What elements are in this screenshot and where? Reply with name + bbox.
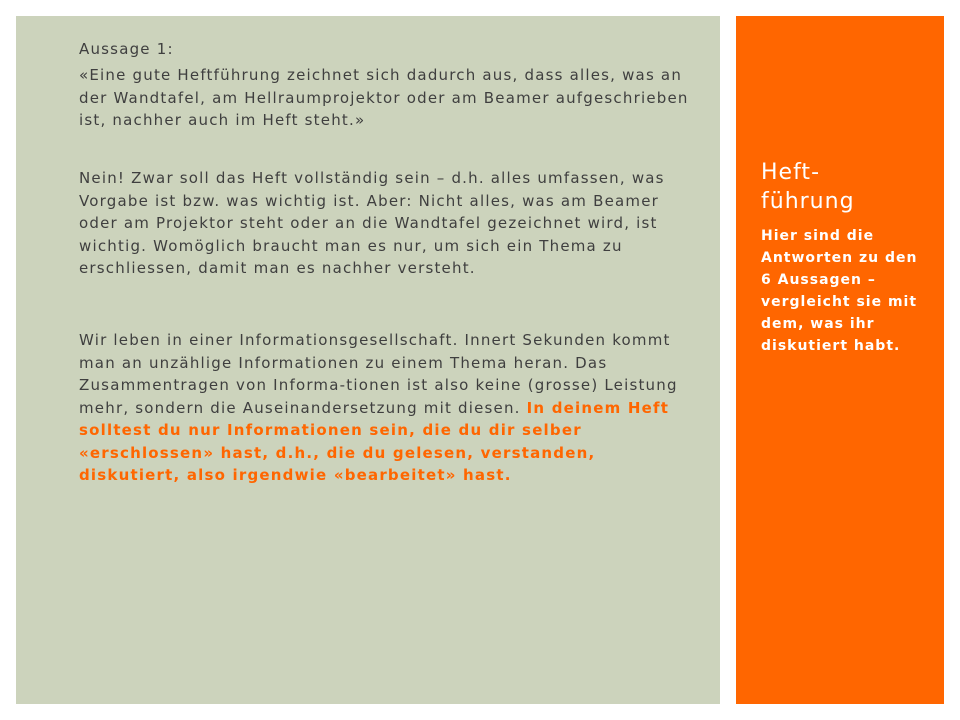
slide-subtitle: Hier sind die Antworten zu den 6 Aussagen – vergleicht sie mit dem, was ihr diskutiert habt. — [761, 228, 918, 354]
content-panel — [16, 16, 720, 704]
paragraph-2-highlight: In deinem Heft solltest du nur Informationen sein, die du dir selber «erschlossen» hast, d.h., die du gelesen, verstanden, diskutiert, also irgendwie «bearbeitet» hast. — [79, 398, 670, 484]
paragraph-2-text: Wir leben in einer Informationsgesellschaft. Innert Sekunden kommt man an unzählige Informationen zu einem Thema heran. Das Zusammentragen von Informa-tionen ist also keine (grosse) Leistung mehr, sondern die Auseinandersetzung mit diesen. — [79, 331, 678, 417]
slide-title-line-1: Heft- — [761, 160, 821, 185]
slide-title-line-2: führung — [761, 189, 855, 214]
statement-quote: «Eine gute Heftführung zeichnet sich dadurch aus, dass alles, was an der Wandtafel, am Hellraumprojektor oder am Beamer aufgeschrieben ist, nachher auch im Heft steht.» — [79, 66, 689, 129]
answer-paragraph-1: Nein! Zwar soll das Heft vollständig sein – d.h. alles umfassen, was Vorgabe ist bzw. was wichtig ist. Aber: Nicht alles, was am Beamer oder am Projektor steht oder an die Wandtafel gezeichnet wird, ist wichtig. Womöglich braucht man es nur, um sich ein Thema zu erschliessen, damit man es nachher versteht. — [79, 169, 665, 277]
slide-title — [761, 158, 931, 216]
answer-paragraph-2 — [79, 329, 699, 487]
statement-label: Aussage 1: — [79, 40, 174, 58]
title-panel — [736, 16, 944, 704]
